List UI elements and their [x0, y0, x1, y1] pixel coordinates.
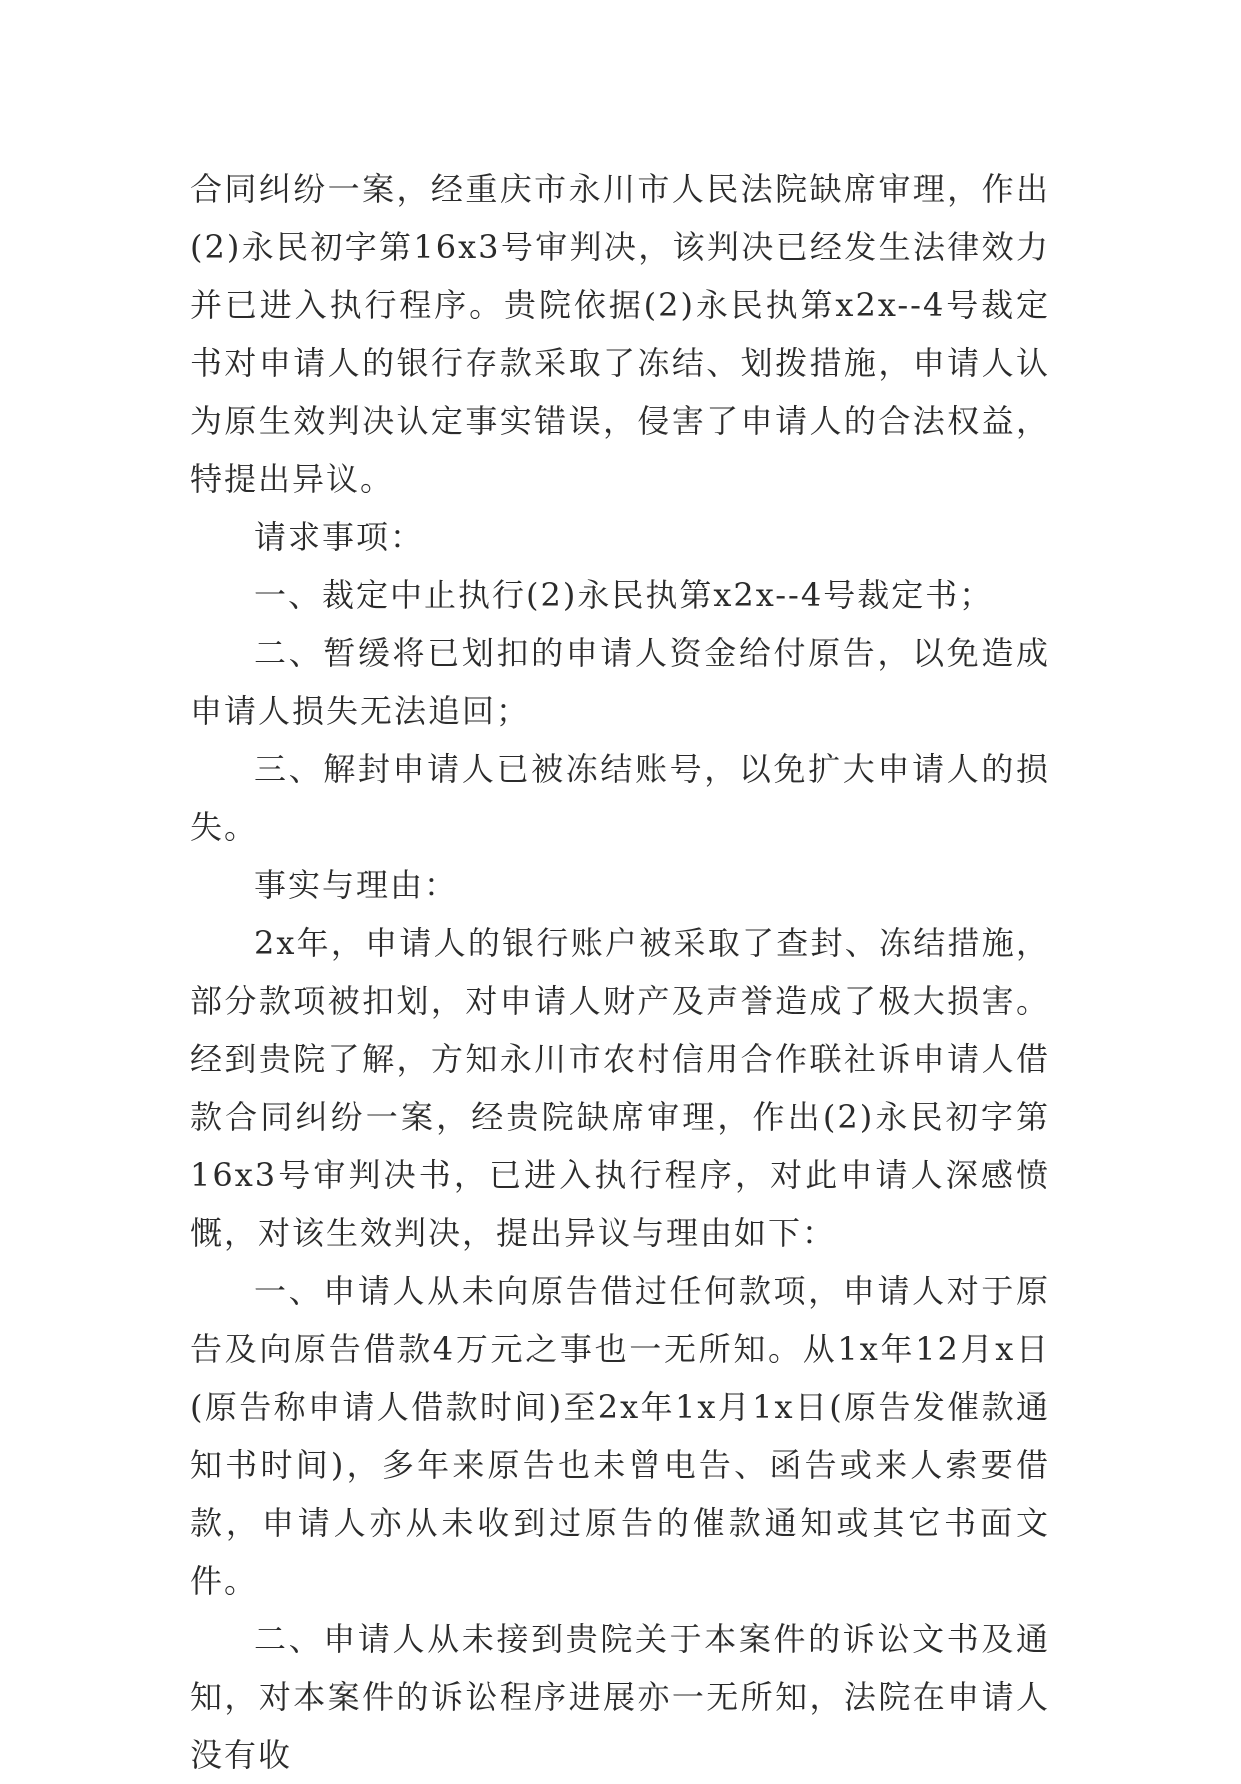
heading-requests: 请求事项：	[254, 518, 425, 556]
heading-facts-reasons: 事实与理由：	[254, 866, 459, 904]
reason-item-1: 一、申请人从未向原告借过任何款项，申请人对于原告及向原告借款4万元之事也一无所知。从1x年12月x日(原告称申请人借款时间)至2x年1x月1x日(原告发催款通知书时间)，多年来原告也未曾电告、函告或来人索要借款，申请人亦从未收到过原告的催款通知或其它书面文件。	[190, 1272, 1050, 1600]
request-item-1: 一、裁定中止执行(2)永民执第x2x--4号裁定书；	[254, 576, 994, 614]
paragraph-facts: 2x年，申请人的银行账户被采取了查封、冻结措施，部分款项被扣划，对申请人财产及声誉造成了极大损害。经到贵院了解，方知永川市农村信用合作联社诉申请人借款合同纠纷一案，经贵院缺席审理，作出(2)永民初字第16x3号审判决书，已进入执行程序，对此申请人深感愤慨，对该生效判决，提出异议与理由如下：	[190, 924, 1050, 1252]
reason-item-2: 二、申请人从未接到贵院关于本案件的诉讼文书及通知，对本案件的诉讼程序进展亦一无所知，法院在申请人没有收	[190, 1620, 1050, 1774]
document-body	[190, 160, 1050, 1784]
paragraph-case-background: 合同纠纷一案，经重庆市永川市人民法院缺席审理，作出(2)永民初字第16x3号审判决，该判决已经发生法律效力并已进入执行程序。贵院依据(2)永民执第x2x--4号裁定书对申请人的银行存款采取了冻结、划拨措施，申请人认为原生效判决认定事实错误，侵害了申请人的合法权益，特提出异议。	[190, 170, 1050, 498]
request-item-2: 二、暂缓将已划扣的申请人资金给付原告，以免造成申请人损失无法追回；	[190, 634, 1050, 730]
request-item-3: 三、解封申请人已被冻结账号，以免扩大申请人的损失。	[190, 750, 1050, 846]
